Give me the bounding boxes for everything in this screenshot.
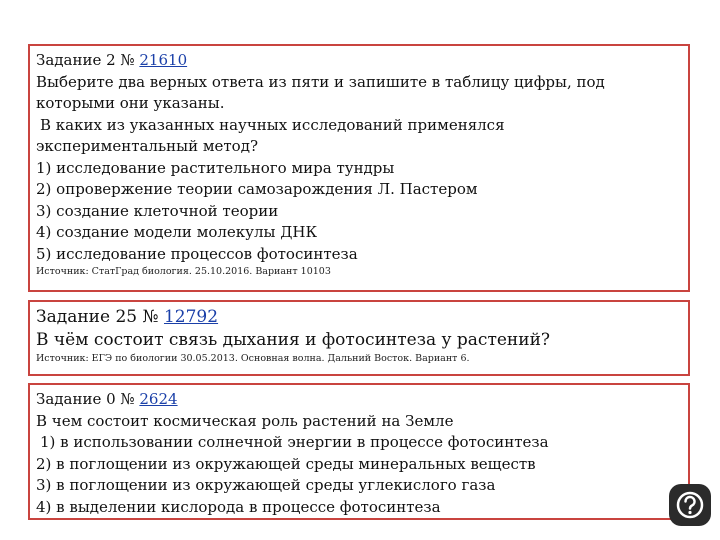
task-number-link[interactable]: 12792 <box>163 307 219 327</box>
answer-option: 5) исследование процессов фотосинтеза <box>36 244 358 263</box>
task-heading <box>36 50 682 72</box>
answer-option: 3) в поглощении из окружающей среды углекислого газа <box>36 476 496 494</box>
answer-option: 2) в поглощении из окружающей среды минеральных веществ <box>36 454 536 473</box>
answer-option: 4) создание модели молекулы ДНК <box>36 223 318 241</box>
task-heading-prefix: Задание 25 № <box>36 307 164 327</box>
answer-option: 1) исследование растительного мира тундры <box>36 158 395 177</box>
task-question-line: В каких из указанных научных исследований применялся <box>40 115 505 134</box>
question-mark-icon[interactable] <box>669 484 711 526</box>
task-heading <box>36 306 682 329</box>
answer-option: 4) в выделении кислорода в процессе фотосинтеза <box>36 497 441 516</box>
task-card-2 <box>28 300 690 376</box>
task-text-line: которыми они указаны. <box>36 94 225 112</box>
task-card-1 <box>28 44 690 292</box>
task-source: Источник: ЕГЭ по биологии 30.05.2013. Основная волна. Дальний Восток. Вариант 6. <box>36 353 470 364</box>
task-question-line: экспериментальный метод? <box>36 137 258 155</box>
answer-option: 3) создание клеточной теории <box>36 201 279 220</box>
task-text-line: Выберите два верных ответа из пяти и запишите в таблицу цифры, под <box>36 72 605 91</box>
task-number-link[interactable]: 21610 <box>139 51 188 69</box>
answer-option: 2) опровержение теории самозарождения Л. Пастером <box>36 180 478 198</box>
task-card-3 <box>28 383 690 520</box>
task-number-link[interactable]: 2624 <box>139 390 178 408</box>
task-heading-prefix: Задание 0 № <box>36 390 140 408</box>
task-heading <box>36 389 682 411</box>
task-source: Источник: СтатГрад биология. 25.10.2016. Вариант 10103 <box>36 266 331 277</box>
answer-option: 1) в использовании солнечной энергии в процессе фотосинтеза <box>40 433 549 451</box>
task-question: В чем состоит космическая роль растений на Земле <box>36 411 454 430</box>
task-heading-prefix: Задание 2 № <box>36 51 140 69</box>
task-question: В чём состоит связь дыхания и фотосинтеза у растений? <box>36 330 551 350</box>
